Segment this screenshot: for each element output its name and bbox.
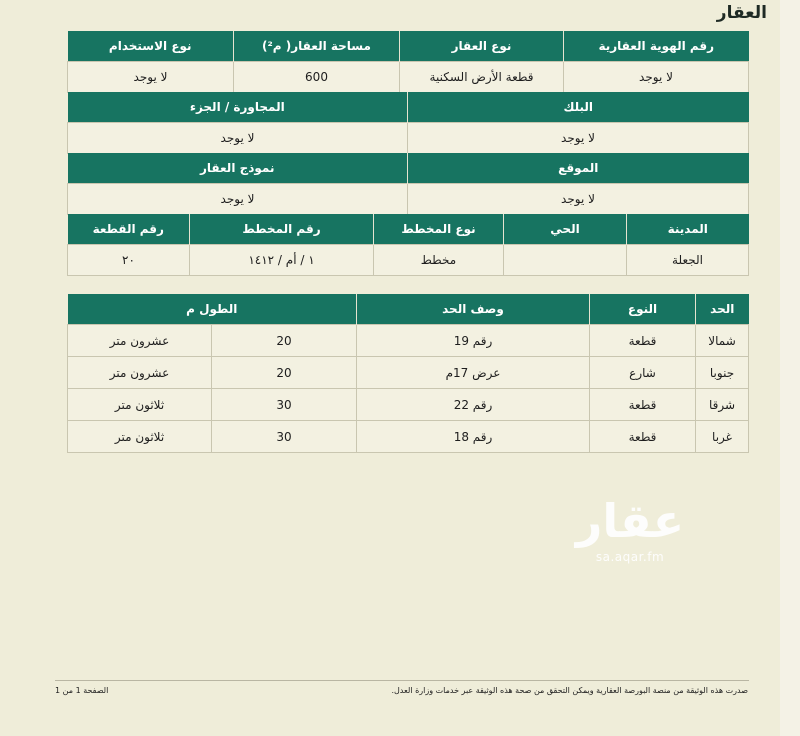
plan-table (67, 214, 749, 276)
section-title: العقار (716, 3, 767, 23)
header-plot-number: رقم القطعة (68, 214, 190, 245)
footer-divider (55, 680, 749, 681)
block-table (67, 92, 749, 154)
table-row (68, 389, 749, 421)
bound-description: رقم 19 (357, 325, 590, 357)
bound-length-words: عشرون متر (68, 357, 212, 389)
bound-description: رقم 22 (357, 389, 590, 421)
block-header-row (68, 92, 749, 123)
bound-length-words: عشرون متر (68, 325, 212, 357)
aqar-watermark (570, 492, 690, 564)
footer-note: صدرت هذه الوثيقة من منصة البورصة العقارية ويمكن التحقق من صحة هذه الوثيقة عبر خدمات وزارة العدل. (391, 686, 748, 695)
header-plan-number: رقم المخطط (190, 214, 374, 245)
bound-description: عرض 17م (357, 357, 590, 389)
header-bound: الحد (696, 294, 749, 325)
location-table (67, 153, 749, 215)
header-district: الحي (504, 214, 627, 245)
value-property-type: قطعة الأرض السكنية (400, 62, 564, 93)
value-property-area: 600 (234, 62, 400, 93)
value-plan-type: مخطط (374, 245, 504, 276)
header-location: الموقع (408, 153, 749, 184)
page-edge (780, 0, 800, 736)
plan-value-row (68, 245, 749, 276)
table-row (68, 421, 749, 453)
value-property-model: لا يوجد (68, 184, 408, 215)
bound-length-words: ثلاثون متر (68, 421, 212, 453)
bound-length-number: 30 (212, 389, 357, 421)
property-value-row (68, 62, 749, 93)
header-city: المدينة (627, 214, 749, 245)
block-value-row (68, 123, 749, 154)
header-property-id: رقم الهوية العقارية (564, 31, 749, 62)
bound-direction: جنوبا (696, 357, 749, 389)
header-property-model: نموذج العقار (68, 153, 408, 184)
bound-length-number: 20 (212, 357, 357, 389)
header-plan-type: نوع المخطط (374, 214, 504, 245)
bound-length-words: ثلاثون متر (68, 389, 212, 421)
bound-length-number: 20 (212, 325, 357, 357)
watermark-url: sa.aqar.fm (595, 550, 665, 564)
location-value-row (68, 184, 749, 215)
value-city: الجعلة (627, 245, 749, 276)
page-number: الصفحة 1 من 1 (55, 686, 109, 695)
bounds-table (67, 294, 749, 453)
table-row (68, 325, 749, 357)
header-bound-type: النوع (590, 294, 696, 325)
property-header-row (68, 31, 749, 62)
bound-direction: شرقا (696, 389, 749, 421)
bound-type: قطعة (590, 389, 696, 421)
plan-header-row (68, 214, 749, 245)
bound-direction: شمالا (696, 325, 749, 357)
property-table (67, 31, 749, 93)
value-block: لا يوجد (408, 123, 749, 154)
header-usage-type: نوع الاستخدام (68, 31, 234, 62)
location-header-row (68, 153, 749, 184)
bounds-header-row (68, 294, 749, 325)
value-usage-type: لا يوجد (68, 62, 234, 93)
header-property-type: نوع العقار (400, 31, 564, 62)
value-property-id: لا يوجد (564, 62, 749, 93)
header-block: البلك (408, 92, 749, 123)
header-bound-description: وصف الحد (357, 294, 590, 325)
value-plot-number: ٢٠ (68, 245, 190, 276)
header-length: الطول م (68, 294, 357, 325)
table-row (68, 357, 749, 389)
watermark-logo: عقار (575, 494, 685, 548)
bound-length-number: 30 (212, 421, 357, 453)
value-plan-number: ١ / أم / ١٤١٢ (190, 245, 374, 276)
header-property-area: مساحة العقار( م²) (234, 31, 400, 62)
value-location: لا يوجد (408, 184, 749, 215)
bound-type: قطعة (590, 325, 696, 357)
bound-type: شارع (590, 357, 696, 389)
value-neighborhood-part: لا يوجد (68, 123, 408, 154)
value-district (504, 245, 627, 276)
bound-type: قطعة (590, 421, 696, 453)
bound-description: رقم 18 (357, 421, 590, 453)
bound-direction: غربا (696, 421, 749, 453)
header-neighborhood-part: المجاورة / الجزء (68, 92, 408, 123)
